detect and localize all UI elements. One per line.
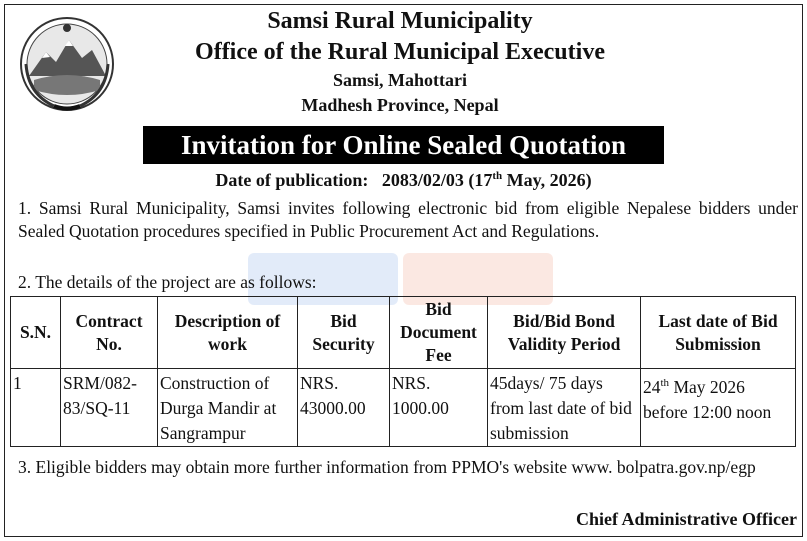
province-line: Madhesh Province, Nepal	[301, 95, 499, 115]
paragraph-1	[18, 197, 798, 243]
header-document-fee: Bid Document Fee	[390, 297, 488, 369]
publication-date-value: 2083/02/03 (17	[381, 170, 493, 190]
paragraph-2-number: 2.	[18, 272, 32, 292]
cell-bid-security: NRS. 43000.00	[298, 369, 390, 447]
paragraph-3-number: 3.	[18, 457, 32, 477]
signatory-title: Chief Administrative Officer	[576, 509, 797, 529]
cell-document-fee: NRS. 1000.00	[390, 369, 488, 447]
office-name: Office of the Rural Municipal Executive	[195, 39, 605, 65]
cell-validity-period: 45days/ 75 days from last date of bid submission	[488, 369, 641, 447]
location-line: Samsi, Mahottari	[333, 70, 467, 90]
last-date-day: 24	[643, 376, 661, 397]
header-validity-period: Bid/Bid Bond Validity Period	[488, 297, 641, 369]
municipality-emblem-icon	[14, 14, 120, 114]
table-header-row	[11, 297, 796, 369]
header-bid-security: Bid Security	[298, 297, 390, 369]
table-row	[11, 369, 796, 447]
publication-label: Date of publication:	[215, 170, 369, 190]
last-date-suffix: th	[660, 377, 670, 389]
header-description: Description of work	[158, 297, 298, 369]
cell-sn: 1	[11, 369, 61, 447]
paragraph-2-text: The details of the project are as follows:	[35, 272, 317, 292]
letterhead	[130, 6, 670, 118]
paragraph-2	[18, 271, 798, 294]
header-last-date: Last date of Bid Submission	[641, 297, 796, 369]
publication-date-rest: May, 2026)	[502, 170, 592, 190]
project-details-table	[10, 296, 796, 447]
paragraph-3	[18, 455, 798, 479]
cell-last-date	[641, 369, 796, 447]
cell-description: Construction of Durga Mandir at Sangrampur	[158, 369, 298, 447]
publication-date	[0, 170, 807, 191]
publication-date-suffix: th	[492, 170, 503, 182]
header-contract-no: Contract No.	[61, 297, 158, 369]
header-sn: S.N.	[11, 297, 61, 369]
paragraph-3-text: Eligible bidders may obtain more further information from PPMO's website www. bolpatra.gov.np/egp	[35, 457, 756, 477]
cell-contract-no: SRM/082-83/SQ-11	[61, 369, 158, 447]
notice-title-banner: Invitation for Online Sealed Quotation	[143, 126, 664, 164]
paragraph-1-number: 1.	[18, 198, 32, 218]
municipality-name: Samsi Rural Municipality	[267, 8, 533, 34]
paragraph-1-text: Samsi Rural Municipality, Samsi invites following electronic bid from eligible Nepalese bidders under Sealed Quotation procedures specified in Public Procurement Act and Regulations.	[18, 198, 798, 241]
last-date-rest: May 2026 before 12:00 noon	[643, 376, 772, 422]
